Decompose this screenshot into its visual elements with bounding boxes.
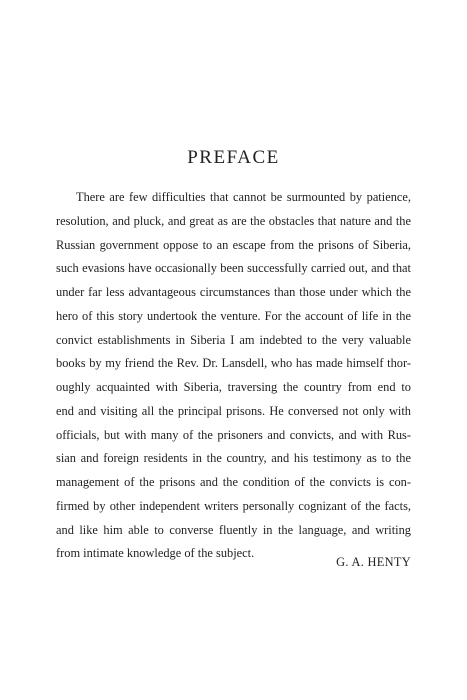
text-line: resolution, and pluck, and great as are the obstacles that nature and the (56, 213, 411, 228)
author-signature: G. A. HENTY (336, 555, 411, 569)
text-line: and like him able to converse fluently in the language, and writing (56, 522, 411, 537)
text-line: officials, but with many of the prisoners and convicts, and with Rus- (56, 427, 411, 442)
text-line: management of the prisons and the condition of the convicts is con- (56, 475, 411, 489)
text-line: firmed by other independent writers personally cognizant of the facts, (56, 498, 411, 513)
text-line: books by my friend the Rev. Dr. Lansdell, who has made himself thor- (56, 356, 411, 371)
text-line: oughly acquainted with Siberia, traversing the country from end to (56, 380, 411, 394)
text-line: end and visiting all the principal prisons. He conversed not only with (56, 403, 411, 418)
preface-paragraph (56, 186, 411, 566)
text-line: from intimate knowledge of the subject. (56, 546, 255, 561)
text-line: hero of this story undertook the venture. For the account of life in the (56, 308, 411, 323)
text-line: convict establishments in Siberia I am indebted to the very valuable (56, 332, 411, 347)
text-line: under far less advantageous circumstances than those under which the (56, 285, 411, 299)
text-line: There are few difficulties that cannot be surmounted by patience, (76, 190, 411, 204)
text-line: such evasions have occasionally been successfully carried out, and that (56, 261, 411, 276)
text-line: sian and foreign residents in the country, and his testimony as to the (56, 451, 411, 466)
page-title: PREFACE (187, 147, 280, 168)
text-line: Russian government oppose to an escape from the prisons of Siberia, (56, 237, 411, 252)
